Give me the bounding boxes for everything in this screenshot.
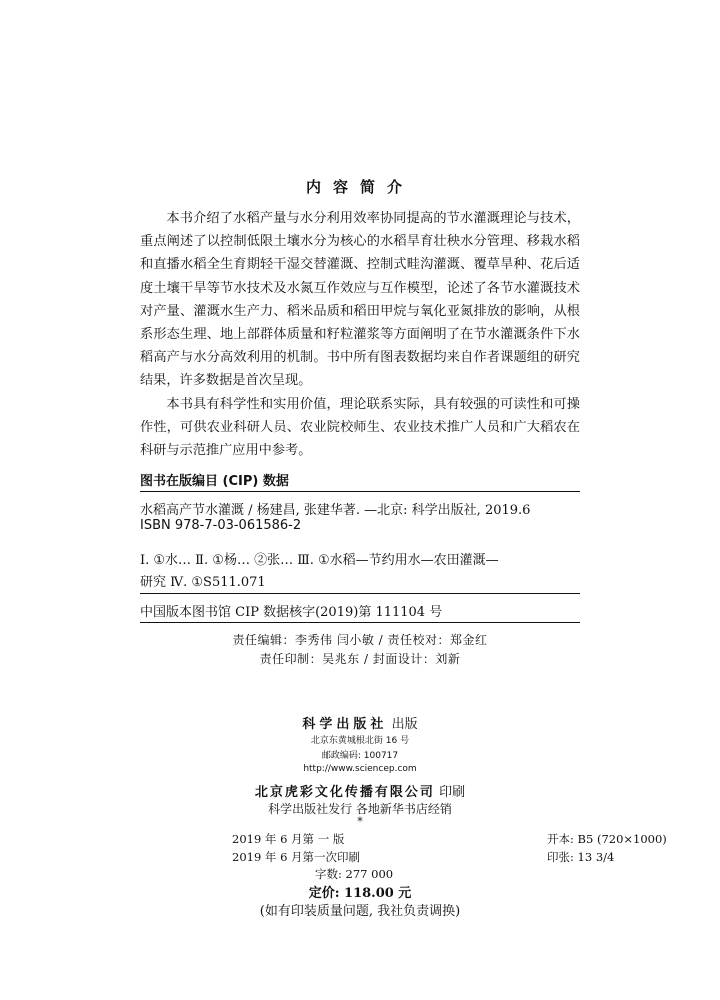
edition-date: 2019 年 6 月第 一 版 bbox=[232, 832, 345, 846]
cip-rule-middle bbox=[140, 593, 580, 594]
cip-title-line: 水稻高产节水灌溉 / 杨建昌, 张建华著. —北京: 科学出版社, 2019.6 bbox=[140, 503, 531, 518]
publisher-address: 北京东黄城根北街 16 号 bbox=[310, 736, 410, 746]
cip-isbn: ISBN 978-7-03-061586-2 bbox=[140, 518, 302, 533]
printer-line bbox=[0, 781, 720, 800]
summary-paragraph-2: 本书具有科学性和实用价值，理论联系实际，具有较强的可读性和可操作性，可供农业科研人员、农业院校师生、农业技术推广人员和广大稻农在科研与示范推广应用中参考。 bbox=[140, 396, 580, 459]
sheet-count: 印张: 13 3/4 bbox=[547, 850, 615, 864]
editors-line-2: 责任印制：吴兆东 / 封面设计：刘新 bbox=[259, 652, 461, 666]
cip-rule-bottom bbox=[140, 622, 580, 623]
publisher-line bbox=[0, 713, 720, 732]
printer-suffix: 印刷 bbox=[439, 785, 466, 800]
editors-line-1: 责任编辑：李秀伟 闫小敏 / 责任校对：郑金红 bbox=[232, 633, 488, 647]
summary-paragraph-1: 本书介绍了水稻产量与水分利用效率协同提高的节水灌溉理论与技术，重点阐述了以控制低限土壤水分为核心的水稻旱育壮秧水分管理、移栽水稻和直播水稻全生育期轻干湿交替灌溉、控制式畦沟灌溉、覆草旱种、花后适度土壤干旱等节水技术及水氮互作效应与互作模型，论述了各节水灌溉技术对产量、灌溉水生产力、稻米品质和稻田甲烷与氧化亚氮排放的影响，从根系形态生理、地上部群体质量和籽粒灌浆等方面阐明了在节水灌溉条件下水稻高产与水分高效利用的机制。书中所有图表数据均来自作者课题组的研究结果，许多数据是首次呈现。 bbox=[140, 211, 580, 389]
summary-body bbox=[140, 207, 580, 462]
quality-notice: (如有印装质量问题, 我社负责调换) bbox=[259, 904, 461, 919]
edition-row-2 bbox=[232, 849, 615, 865]
cip-subject-line-2: 研究 Ⅳ. ①S511.071 bbox=[140, 575, 266, 590]
publisher-url: http://www.sciencep.com bbox=[303, 764, 417, 774]
price-value: 118.00 元 bbox=[344, 886, 412, 901]
printing-date: 2019 年 6 月第一次印刷 bbox=[232, 850, 361, 864]
price-label: 定价: bbox=[308, 886, 340, 901]
cip-rule-top bbox=[140, 491, 580, 492]
price-line bbox=[0, 882, 720, 901]
cip-subject-line-1: Ⅰ. ①水… Ⅱ. ①杨… ②张… Ⅲ. ①水稻—节约用水—农田灌溉— bbox=[140, 553, 499, 568]
cip-heading: 图书在版编目 (CIP) 数据 bbox=[140, 474, 289, 489]
word-count: 字数: 277 000 bbox=[315, 867, 394, 881]
printer-name: 北京虎彩文化传播有限公司 bbox=[254, 785, 435, 800]
publisher-suffix: 出版 bbox=[391, 717, 418, 732]
format-size: 开本: B5 (720×1000) bbox=[547, 832, 667, 846]
edition-row-1 bbox=[232, 831, 667, 847]
separator-star: * bbox=[357, 815, 363, 828]
distribution-line: 科学出版社发行 各地新华书店经销 bbox=[268, 802, 452, 816]
publisher-postcode: 邮政编码: 100717 bbox=[321, 751, 399, 761]
publisher-name: 科学出版社 bbox=[302, 717, 388, 732]
summary-title: 内容简介 bbox=[305, 178, 414, 196]
cip-record-number: 中国版本图书馆 CIP 数据核字(2019)第 111104 号 bbox=[140, 605, 443, 620]
